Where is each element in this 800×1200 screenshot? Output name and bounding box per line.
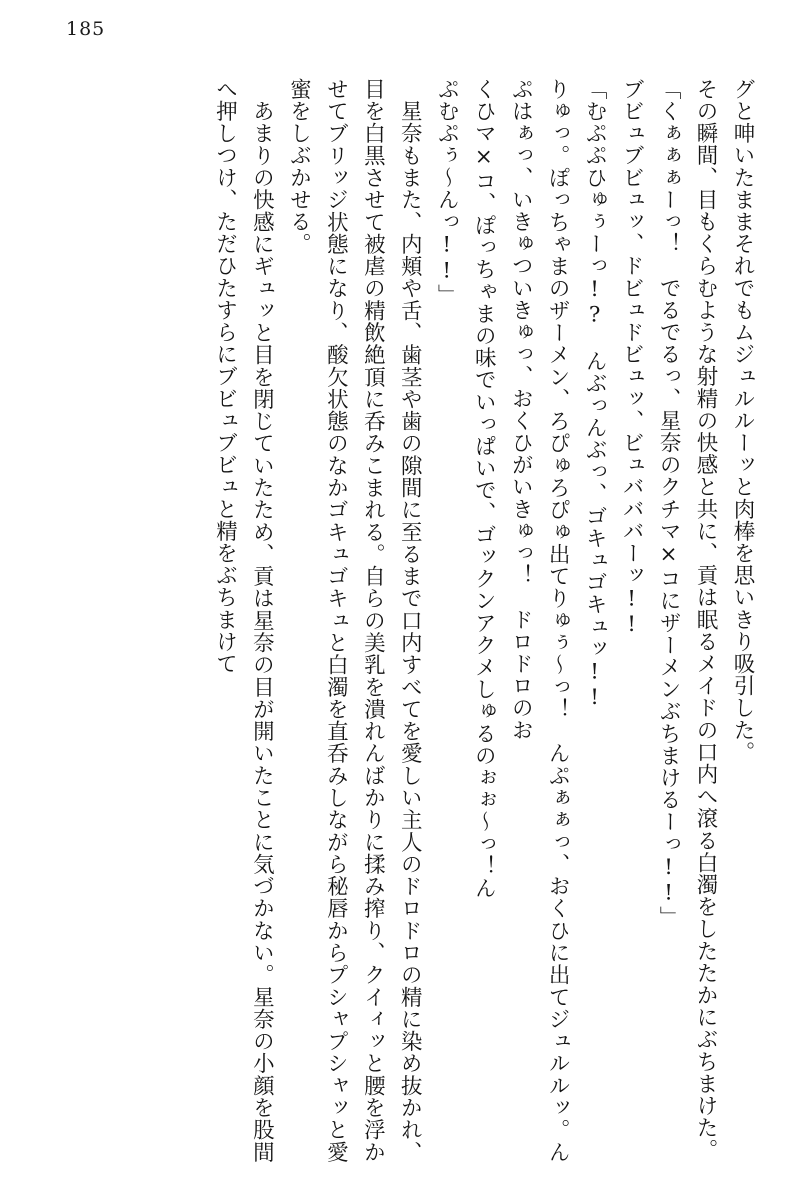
paragraph: ブビュブビュッ、ドビュドビュッ、ビュバババーッ!! [619, 78, 645, 638]
paragraph: 「むぷぷひゅぅーっ!? んぶっんぶっ、ゴキュゴキュッ!! [582, 78, 608, 711]
paragraph: りゅっ。ぽっちゃまのザーメン、ろぴゅろぴゅ出てりゅぅ〜っ！ んぷぁぁっ、おくひに出てジュルルッ。んぷはぁっ、いきゅついきゅっ、おくひがいきゅっ！ ドロドロのお [508, 78, 571, 1163]
paragraph: その瞬間、目もくらむような射精の快感と共に、貢は眠るメイドの口内へ滾る白濁をしたたかにぶちまけた。 [693, 78, 719, 1161]
paragraph: グと呻いたままそれでもムジュルルーッと肉棒を思いきり吸引した。 [730, 78, 755, 764]
paragraph: 「くぁぁぁーっ！ でるでるっ、星奈のクチマ×コにザーメンぶちまけるーっ!!」 [656, 78, 682, 929]
body-text-column [40, 78, 760, 1163]
paragraph: 星奈もまた、内頬や舌、歯茎や歯の隙間に至るまで口内すべてを愛しい主人のドロドロの精に染め抜かれ、目を白黒させて被虐の精飲絶頂に呑みこまれる。自らの美乳を潰れんばかりに揉み搾り、クイィッと腰を浮かせてブリッジ状態になり、酸欠状態のなかゴキュゴキュと白濁を直呑みしながら秘唇からプシャプシャッと愛蜜をしぶかせる。 [286, 78, 423, 1163]
page-number: 185 [66, 18, 106, 40]
paragraph: くひマ×コ、ぽっちゃまの味でいっぱいで、ゴックンアクメしゅるのぉぉ〜っ！ん [471, 78, 497, 900]
paragraph: あまりの快感にギュッと目を閉じていたため、貢は星奈の目が開いたことに気づかない。星奈の小顔を股間へ押しつけ、ただひたすらにブビュブビュと精をぶちまけて [212, 78, 275, 1163]
paragraph: ぷむぷぅ〜んっ!!」 [434, 78, 460, 306]
